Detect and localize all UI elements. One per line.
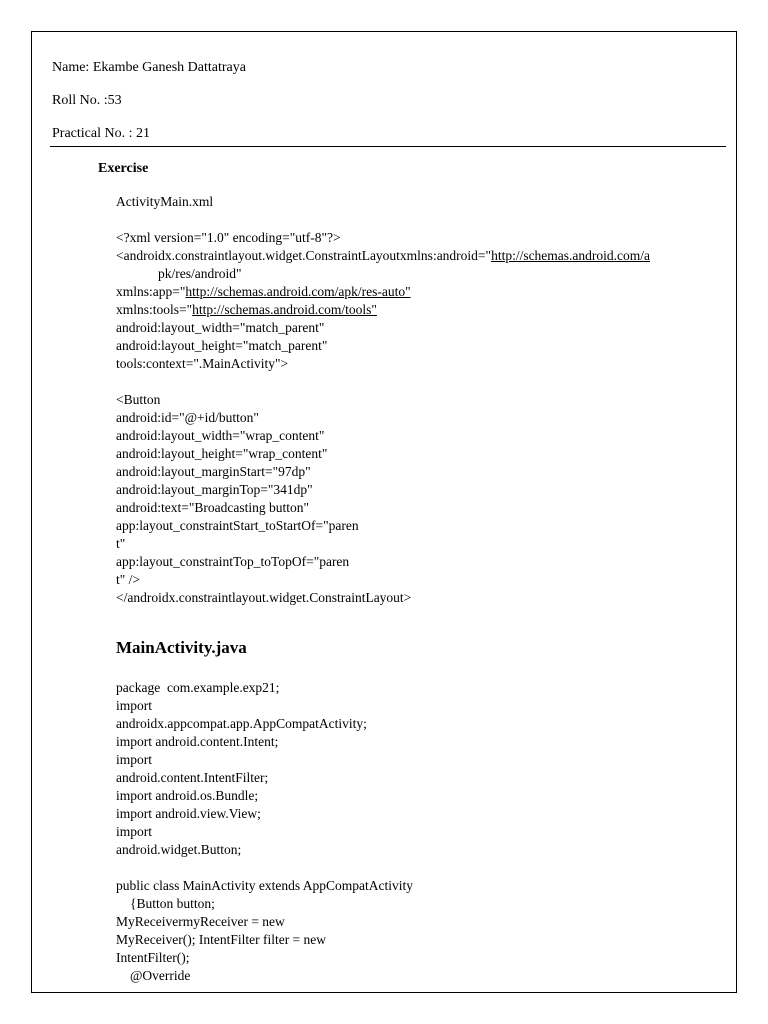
code-line: MyReceiver(); IntentFilter filter = new	[116, 932, 327, 947]
code-line: IntentFilter();	[116, 950, 190, 965]
code-line: import	[116, 824, 152, 839]
header-divider	[50, 146, 726, 147]
code-line: import android.view.View;	[116, 806, 261, 821]
code-line: app:layout_constraintTop_toTopOf="paren	[116, 554, 350, 569]
code-text: <androidx.constraintlayout.widget.ConstraintLayoutxmlns:android="	[116, 248, 492, 263]
practical-number: Practical No. : 21	[52, 126, 150, 141]
xml-filename: ActivityMain.xml	[116, 194, 214, 209]
code-line: android:layout_width="match_parent"	[116, 320, 325, 335]
code-line: import android.content.Intent;	[116, 734, 279, 749]
schema-link[interactable]: http://schemas.android.com/tools"	[192, 302, 377, 317]
code-line: t"	[116, 536, 126, 551]
code-line: t" />	[116, 572, 141, 587]
exercise-heading: Exercise	[98, 161, 149, 176]
code-line: </androidx.constraintlayout.widget.ConstraintLayout>	[116, 590, 412, 605]
code-line: android:layout_height="wrap_content"	[116, 446, 328, 461]
roll-number: Roll No. :53	[52, 93, 122, 108]
code-line	[116, 284, 411, 300]
code-text: xmlns:tools="	[116, 302, 193, 317]
code-line: import	[116, 698, 152, 713]
code-line: android:layout_marginStart="97dp"	[116, 464, 311, 479]
code-line: android:id="@+id/button"	[116, 410, 259, 425]
code-line: app:layout_constraintStart_toStartOf="paren	[116, 518, 359, 533]
code-line	[116, 302, 377, 318]
code-line: android:layout_width="wrap_content"	[116, 428, 325, 443]
code-line: public class MainActivity extends AppCompatActivity	[116, 878, 413, 893]
java-section-title: MainActivity.java	[116, 638, 247, 657]
code-line: @Override	[130, 968, 191, 983]
code-line: android:layout_marginTop="341dp"	[116, 482, 313, 497]
schema-link[interactable]: http://schemas.android.com/a	[491, 248, 651, 263]
code-line: import	[116, 752, 152, 767]
code-line: android:layout_height="match_parent"	[116, 338, 328, 353]
code-line: tools:context=".MainActivity">	[116, 356, 289, 371]
code-line: MyReceivermyReceiver = new	[116, 914, 285, 929]
code-line: import android.os.Bundle;	[116, 788, 259, 803]
code-line: <?xml version="1.0" encoding="utf-8"?>	[116, 230, 341, 245]
code-line: <Button	[116, 392, 161, 407]
code-line: android.widget.Button;	[116, 842, 242, 857]
schema-link[interactable]: http://schemas.android.com/apk/res-auto"	[185, 284, 411, 299]
code-line: android:text="Broadcasting button"	[116, 500, 309, 515]
student-name: Name: Ekambe Ganesh Dattatraya	[52, 60, 246, 75]
code-text: xmlns:app="	[116, 284, 186, 299]
code-line	[116, 248, 650, 264]
code-line: androidx.appcompat.app.AppCompatActivity;	[116, 716, 367, 731]
code-line: {Button button;	[130, 896, 215, 911]
code-line: package com.example.exp21;	[116, 680, 280, 695]
code-line: android.content.IntentFilter;	[116, 770, 269, 785]
code-line: pk/res/android"	[158, 266, 242, 281]
